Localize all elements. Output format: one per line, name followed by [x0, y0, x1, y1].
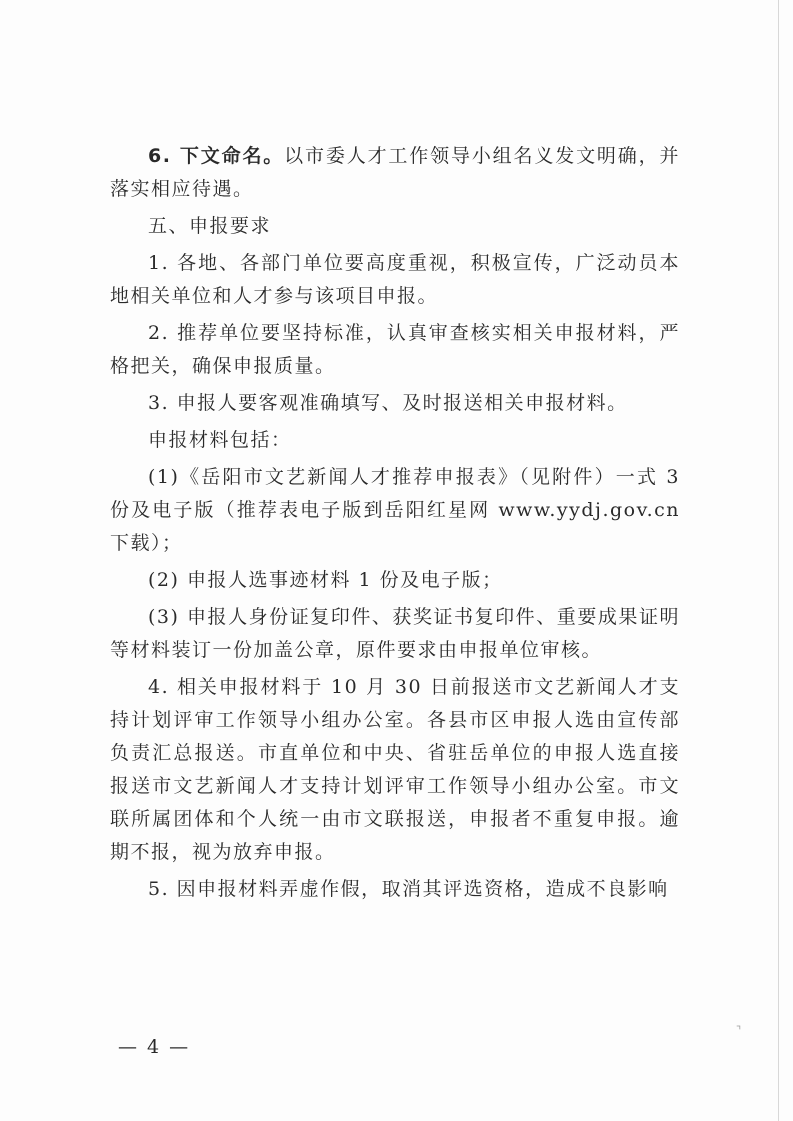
material-item-1: (1)《岳阳市文艺新闻人才推荐申报表》（见附件）一式 3 份及电子版（推荐表电子版到岳阳红星网 www.yydj.gov.cn 下载）； — [110, 466, 680, 554]
corner-mark: ⌝ — [736, 1024, 742, 1037]
page-number: — 4 — — [118, 1036, 191, 1058]
item-6-lead: 6. 下文命名。 — [148, 145, 285, 167]
material-item-2: (2) 申报人选事迹材料 1 份及电子版； — [148, 569, 503, 591]
paragraph-item-6 — [110, 140, 680, 206]
document-body — [110, 140, 680, 910]
requirement-paragraph-3: 3. 申报人要客观准确填写、及时报送相关申报材料。 — [148, 392, 628, 414]
requirement-paragraph-4: 4. 相关申报材料于 10 月 30 日前报送市文艺新闻人才支持计划评审工作领导小组办公室。各县市区申报人选由宣传部负责汇总报送。市直单位和中央、省驻岳单位的申报人选直接报送市文艺新闻人才支持计划评审工作领导小组办公室。市文联所属团体和个人统一由市文联报送，申报者不重复申报。逾期不报，视为放弃申报。 — [110, 676, 680, 863]
material-item-3: (3) 申报人身份证复印件、获奖证书复印件、重要成果证明等材料装订一份加盖公章，原件要求由申报单位审核。 — [110, 606, 680, 661]
section-heading-requirements: 五、申报要求 — [148, 215, 272, 237]
materials-intro: 申报材料包括： — [148, 429, 292, 451]
requirement-paragraph-5: 5. 因申报材料弄虚作假，取消其评选资格，造成不良影响 — [148, 878, 669, 900]
page-edge-line — [778, 0, 779, 1121]
item-6-text: 以市委人才工作领导小组名义发文明确，并落实相应待遇。 — [110, 145, 680, 200]
requirement-paragraph-2: 2. 推荐单位要坚持标准，认真审查核实相关申报材料，严格把关，确保申报质量。 — [110, 322, 680, 377]
requirement-paragraph-1: 1. 各地、各部门单位要高度重视，积极宣传，广泛动员本地相关单位和人才参与该项目申报。 — [110, 252, 680, 307]
